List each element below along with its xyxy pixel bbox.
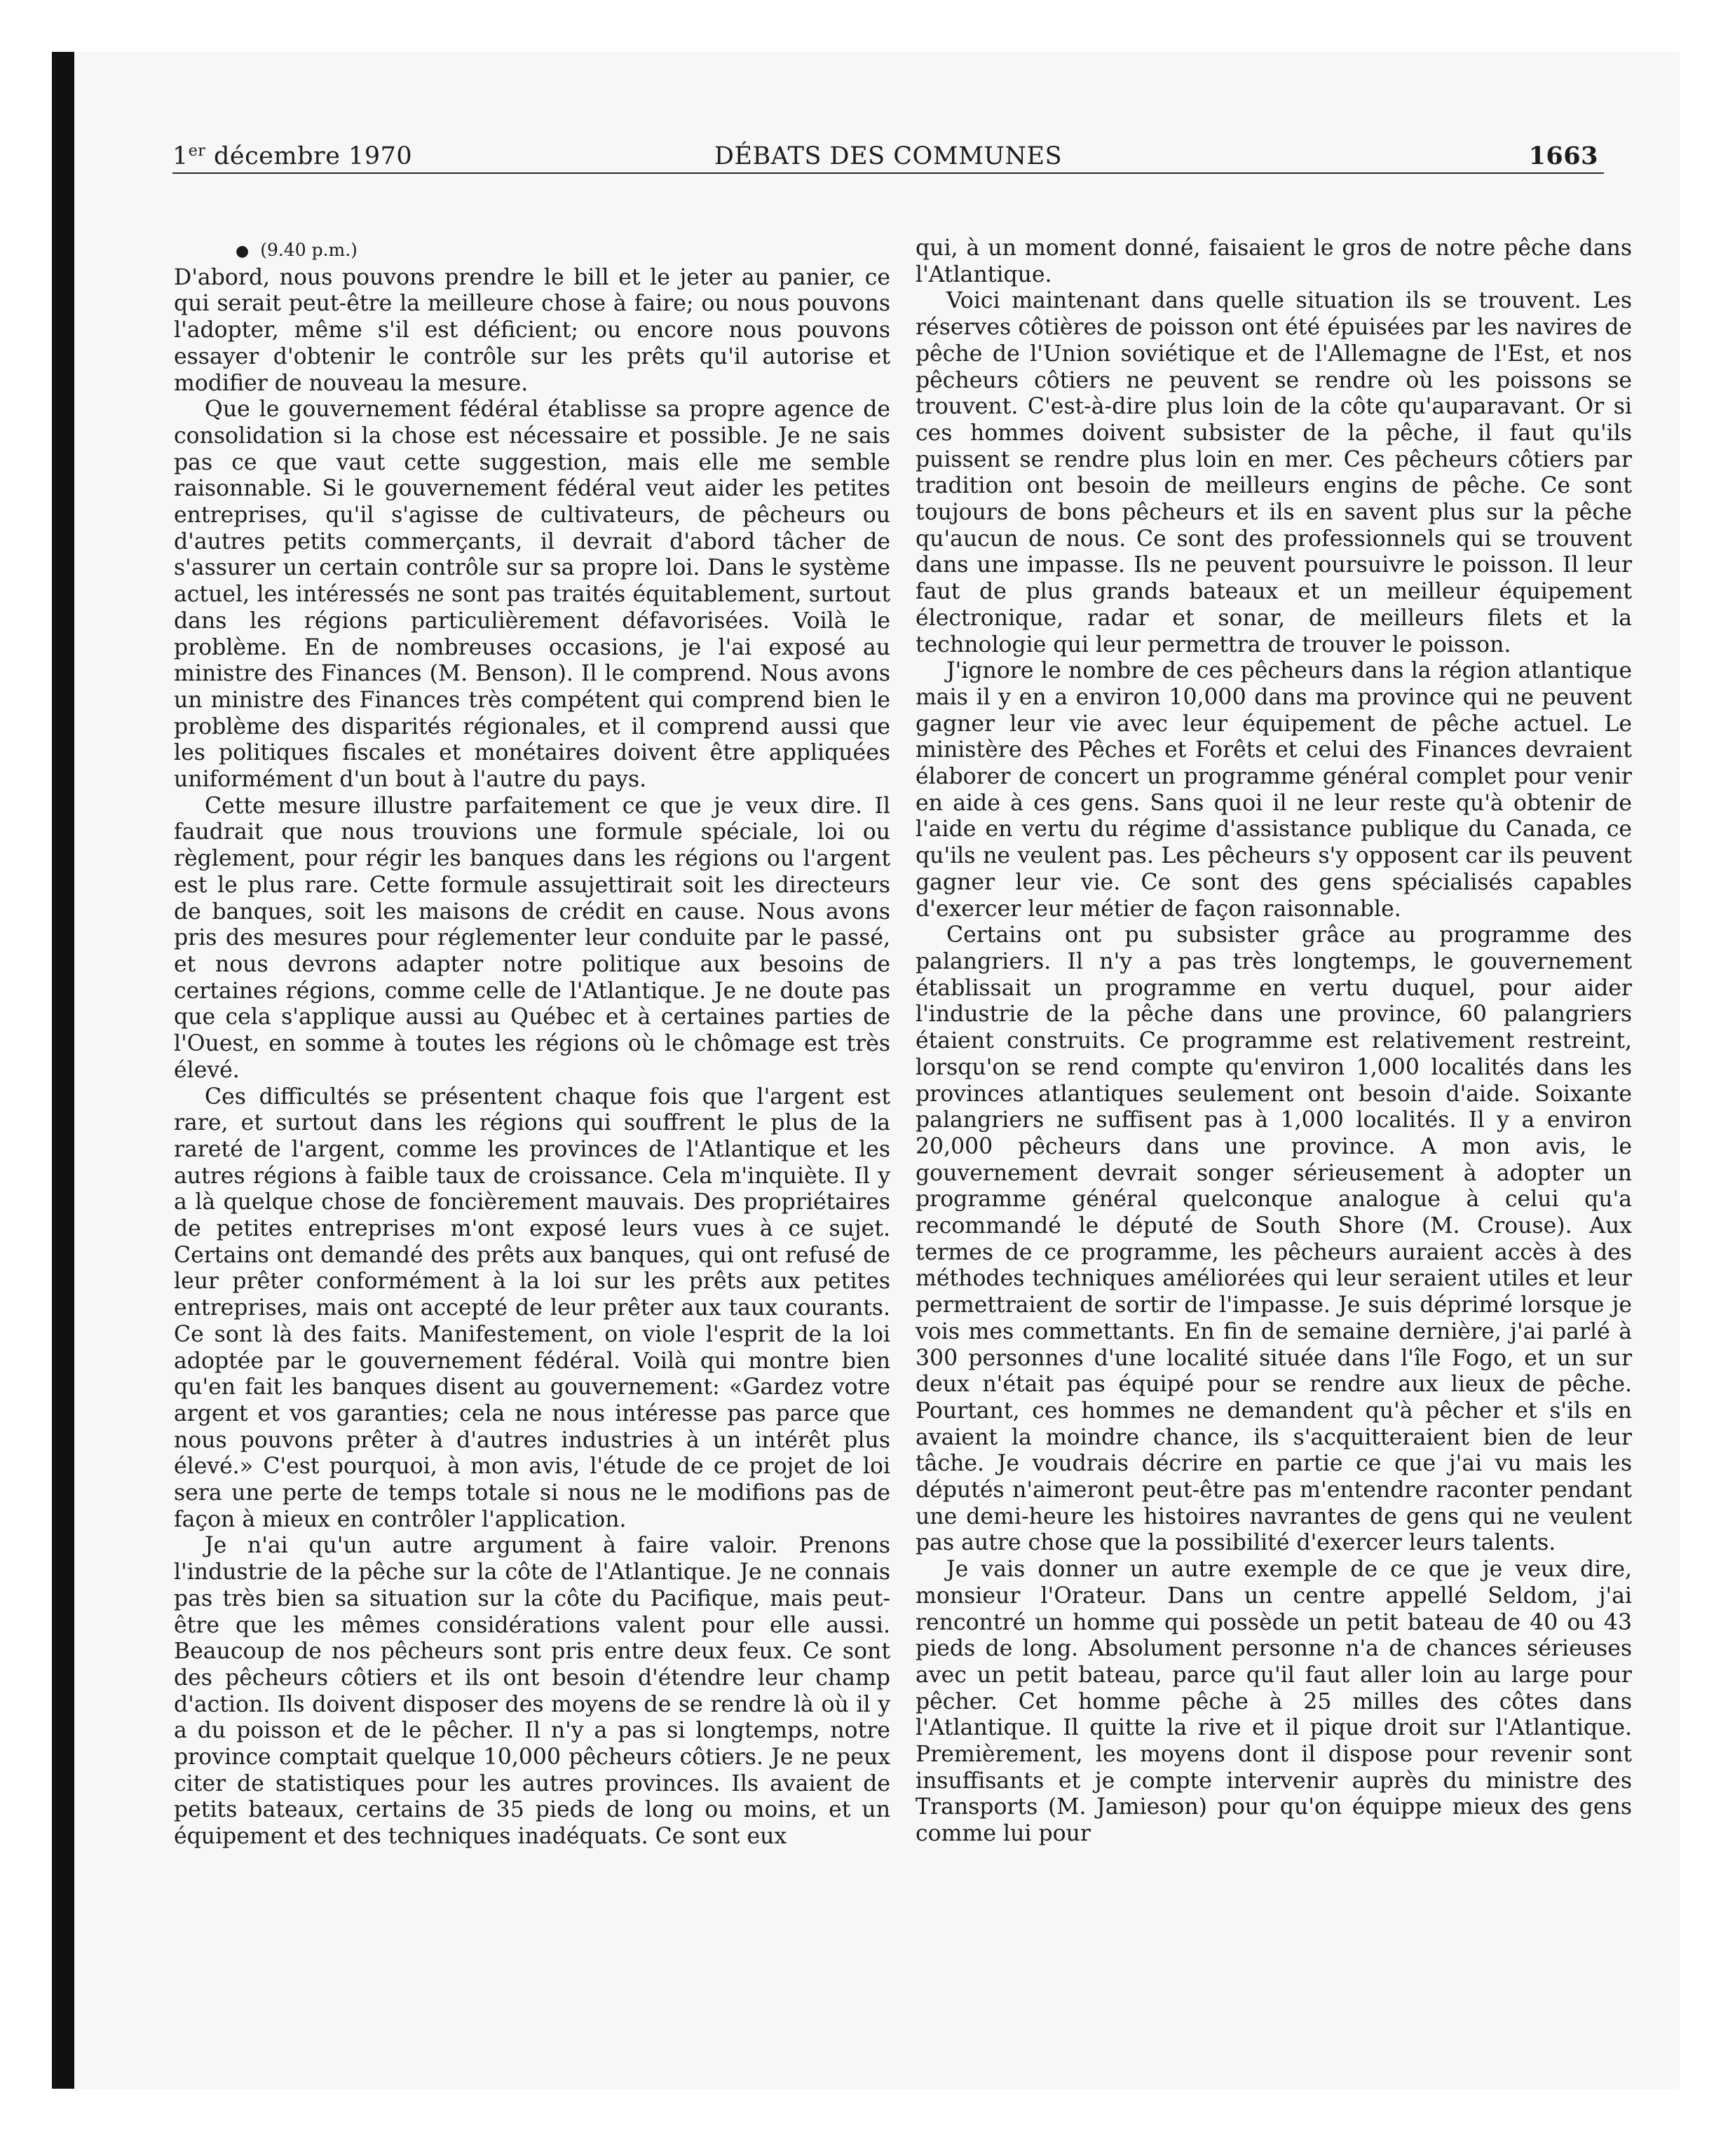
- paragraph: Cette mesure illustre parfaitement ce que je veux dire. Il faudrait que nous trouvions une formule spéciale, loi ou règlement, pour régir les banques dans les régions ou l'argent est le plus rare. Cette formule assujettirait soit les directeurs de banques, soit les maisons de crédit en cause. Nous avons pris des mesures pour réglementer leur conduite par le passé, et nous devrons adapter notre politique aux besoins de certaines régions, comme celle de l'Atlantique. Je ne doute pas que cela s'applique aussi au Québec et à certaines parties de l'Ouest, en somme à toutes les régions où le chômage est très élevé.: [174, 793, 890, 1083]
- left-column: [174, 237, 890, 1850]
- paragraph: Voici maintenant dans quelle situation ils se trouvent. Les réserves côtières de poisson ont été épuisées par les navires de pêche de l'Union soviétique et de l'Allemagne de l'Est, et nos pêcheurs côtiers ne peuvent se rendre où les poissons se trouvent. C'est-à-dire plus loin de la côte qu'auparavant. Or si ces hommes doivent subsister de la pêche, il faut qu'ils puissent se rendre plus loin en mer. Ces pêcheurs côtiers par tradition ont besoin de meilleurs engins de pêche. Ce sont toujours de bons pêcheurs et ils en savent plus sur la pêche qu'aucun de nous. Ce sont des professionnels qui se trouvent dans une impasse. Ils ne peuvent poursuivre le poisson. Il leur faut de plus grands bateaux et un meilleur équipement électronique, radar et sonar, de meilleurs filets et la technologie qui leur permettra de trouver le poisson.: [916, 288, 1632, 657]
- scan-edge-bar: [52, 52, 74, 2089]
- paragraph: J'ignore le nombre de ces pêcheurs dans la région atlantique mais il y en a environ 10,000 dans ma province qui ne peuvent gagner leur vie avec leur équipement de pêche actuel. Le ministère des Pêches et Forêts et celui des Finances devraient élaborer de concert un programme général complet pour venir en aide à ces gens. Sans quoi il ne leur reste qu'à obtenir de l'aide en vertu du régime d'assistance publique du Canada, ce qu'ils ne veulent pas. Les pêcheurs s'y opposent car ils peuvent gagner leur vie. Ce sont des gens spécialisés capables d'exercer leur métier de façon raisonnable.: [916, 658, 1632, 922]
- paragraph: Que le gouvernement fédéral établisse sa propre agence de consolidation si la chose est nécessaire et possible. Je ne sais pas ce que vaut cette suggestion, mais elle me semble raisonnable. Si le gouvernement fédéral veut aider les petites entreprises, qu'il s'agisse de cultivateurs, de pêcheurs ou d'autres petits commerçants, il devrait d'abord tâcher de s'assurer un certain contrôle sur sa propre loi. Dans le système actuel, les intéressés ne sont pas traités équitablement, surtout dans les régions particulièrement défavorisées. Voilà le problème. En de nombreuses occasions, je l'ai exposé au ministre des Finances (M. Benson). Il le comprend. Nous avons un ministre des Finances très compétent qui comprend bien le problème des disparités régionales, et il comprend aussi que les politiques fiscales et monétaires doivent être appliquées uniformément d'un bout à l'autre du pays.: [174, 397, 890, 793]
- bullet-icon: ●: [236, 243, 250, 260]
- header-title: DÉBATS DES COMMUNES: [714, 142, 1063, 170]
- header-rule: [172, 172, 1604, 174]
- right-column: [916, 236, 1632, 1848]
- time-marker: ● (9.40 p.m.): [174, 237, 890, 265]
- header-date: 1er décembre 1970: [172, 142, 413, 170]
- paragraph: D'abord, nous pouvons prendre le bill et le jeter au panier, ce qui serait peut-être la meilleure chose à faire; ou nous pouvons l'adopter, même s'il est déficient; ou encore nous pouvons essayer d'obtenir le contrôle sur les prêts qu'il autorise et modifier de nouveau la mesure.: [174, 264, 890, 396]
- paragraph: Certains ont pu subsister grâce au programme des palangriers. Il n'y a pas très longtemps, le gouvernement établissait un programme en vertu duquel, pour aider l'industrie de la pêche dans une province, 60 palangriers étaient construits. Ce programme est relativement restreint, lorsqu'on se rend compte qu'environ 1,000 localités dans les provinces atlantiques seulement ont besoin d'aide. Soixante palangriers ne suffisent pas à 1,000 localités. Il y a environ 20,000 pêcheurs dans une province. A mon avis, le gouvernement devrait songer sérieusement à adopter un programme général quelconque analogue à celui qu'a recommandé le député de South Shore (M. Crouse). Aux termes de ce programme, les pêcheurs auraient accès à des méthodes techniques améliorées qui leur seraient utiles et leur permettraient de sortir de l'impasse. Je suis déprimé lorsque je vois mes commettants. En fin de semaine dernière, j'ai parlé à 300 personnes d'une localité située dans l'île Fogo, et un sur deux n'était pas équipé pour se rendre aux lieux de pêche. Pourtant, ces hommes ne demandent qu'à pêcher et s'ils en avaient la moindre chance, ils s'acquitteraient bien de leur tâche. Je voudrais décrire en partie ce que j'ai vu mais les députés n'aimeront peut-être pas m'entendre raconter pendant une demi-heure les histoires navrantes de gens qui ne veulent pas autre chose que la possibilité d'exercer leurs talents.: [916, 922, 1632, 1556]
- paragraph: Ces difficultés se présentent chaque fois que l'argent est rare, et surtout dans les régions qui souffrent le plus de la rareté de l'argent, comme les provinces de l'Atlantique et les autres régions à faible taux de croissance. Cela m'inquiète. Il y a là quelque chose de foncièrement mauvais. Des propriétaires de petites entreprises m'ont exposé leurs vues à ce sujet. Certains ont demandé des prêts aux banques, qui ont refusé de leur prêter conformément à la loi sur les prêts aux petites entreprises, mais ont accepté de leur prêter aux taux courants. Ce sont là des faits. Manifestement, on viole l'esprit de la loi adoptée par le gouvernement fédéral. Voilà qui montre bien qu'en fait les banques disent au gouvernement: «Gardez votre argent et vos garanties; cela ne nous intéresse pas parce que nous pouvons prêter à d'autres industries à un intérêt plus élevé.» C'est pourquoi, à mon avis, l'étude de ce projet de loi sera une perte de temps totale si nous ne le modifions pas de façon à mieux en contrôler l'application.: [174, 1084, 890, 1532]
- paragraph: qui, à un moment donné, faisaient le gros de notre pêche dans l'Atlantique.: [916, 236, 1632, 287]
- paragraph: Je n'ai qu'un autre argument à faire valoir. Prenons l'industrie de la pêche sur la côte de l'Atlantique. Je ne connais pas très bien sa situation sur la côte du Pacifique, mais peut-être que les mêmes considérations valent pour elle aussi. Beaucoup de nos pêcheurs sont pris entre deux feux. Ce sont des pêcheurs côtiers et ils ont besoin d'étendre leur champ d'action. Ils doivent disposer des moyens de se rendre là où il y a du poisson et de le pêcher. Il n'y a pas si longtemps, notre province comptait quelque 10,000 pêcheurs côtiers. Je ne peux citer de statistiques pour les autres provinces. Ils avaient de petits bateaux, certains de 35 pieds de long ou moins, et un équipement et des techniques inadéquats. Ce sont eux: [174, 1533, 890, 1850]
- running-header: [172, 140, 1604, 172]
- paragraph: Je vais donner un autre exemple de ce que je veux dire, monsieur l'Orateur. Dans un centre appellé Seldom, j'ai rencontré un homme qui possède un petit bateau de 40 ou 43 pieds de long. Absolument personne n'a de chances sérieuses avec un petit bateau, parce qu'il faut aller loin au large pour pêcher. Cet homme pêche à 25 milles des côtes dans l'Atlantique. Il quitte la rive et il pique droit sur l'Atlantique. Premièrement, les moyens dont il dispose pour revenir sont insuffisants et je compte intervenir auprès du ministre des Transports (M. Jamieson) pour qu'on équippe mieux des gens comme lui pour: [916, 1557, 1632, 1847]
- page-number: 1663: [1528, 142, 1598, 170]
